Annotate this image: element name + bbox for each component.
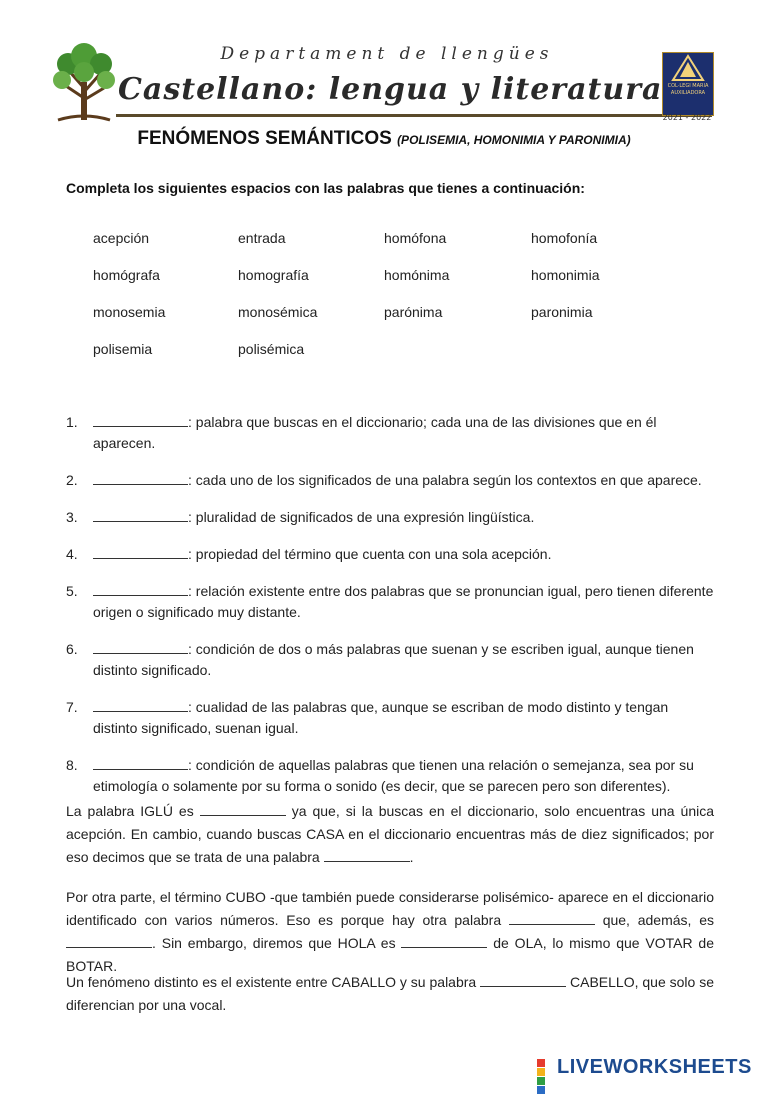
paragraph-text: Un fenómeno distinto es el existente entre CABALLO y su palabra xyxy=(66,974,477,990)
paragraph-text: . xyxy=(409,849,414,865)
paragraph-text: Por otra parte, el término CUBO -que también puede considerarse polisémico- aparece en el diccionario identificado con varios números. Eso es porque hay otra palabra xyxy=(66,889,714,928)
liveworksheets-icon xyxy=(537,1059,554,1076)
paragraph-iglu xyxy=(66,800,714,869)
icon-square xyxy=(537,1059,545,1067)
school-years: 2021 - 2022 xyxy=(662,113,712,122)
definition-text: : palabra que buscas en el diccionario; cada una de las divisiones que en él aparecen. xyxy=(93,414,657,451)
answer-blank[interactable] xyxy=(93,583,188,596)
definition-text: : pluralidad de significados de una expresión lingüística. xyxy=(188,509,535,525)
definition-list xyxy=(66,412,716,813)
answer-blank[interactable] xyxy=(93,472,188,485)
definition-text: : relación existente entre dos palabras que se pronuncian igual, pero tienen diferente origen o significado muy distante. xyxy=(93,583,714,620)
definition-item xyxy=(66,412,716,454)
definition-text: : condición de aquellas palabras que tienen una relación o semejanza, sea por su etimología o solamente por su forma o sonido (es decir, que se parecen pero son diferentes). xyxy=(93,757,694,794)
icon-square xyxy=(537,1068,545,1076)
word-bank-item: monosémica xyxy=(238,304,318,320)
paragraph-text: . Sin embargo, diremos que HOLA es xyxy=(152,935,396,951)
definition-item xyxy=(66,507,716,528)
definition-text: : cada uno de los significados de una palabra según los contextos en que aparece. xyxy=(188,472,702,488)
definition-text: : condición de dos o más palabras que suenan y se escriben igual, aunque tienen distinto significado. xyxy=(93,641,694,678)
item-number: 5. xyxy=(66,583,78,599)
word-bank-item: homofonía xyxy=(531,230,598,246)
icon-square xyxy=(537,1086,545,1094)
answer-blank[interactable] xyxy=(200,803,286,816)
definition-item xyxy=(66,581,716,623)
definition-item xyxy=(66,697,716,739)
word-bank-item: homografía xyxy=(238,267,309,283)
item-number: 4. xyxy=(66,546,78,562)
paragraph-text: La palabra IGLÚ es xyxy=(66,803,194,819)
paragraph-cubo xyxy=(66,886,714,978)
word-bank-item: homonimia xyxy=(531,267,600,283)
answer-blank[interactable] xyxy=(93,414,188,427)
tree-logo-icon xyxy=(48,42,120,124)
word-bank-item: paronimia xyxy=(531,304,593,320)
paragraph-text: CABELLO, que solo se diferencian por una vocal. xyxy=(66,974,715,1013)
definition-text: : cualidad de las palabras que, aunque se escriban de modo distinto y tengan distinto significado, suenan igual. xyxy=(93,699,669,736)
header-divider xyxy=(116,114,712,117)
paragraph-text: que, además, es xyxy=(602,912,715,928)
liveworksheets-wordmark: LIVEWORKSHEETS xyxy=(557,1056,752,1078)
answer-blank[interactable] xyxy=(324,849,410,862)
answer-blank[interactable] xyxy=(93,757,188,770)
paragraph-text: ya que, si la buscas en el diccionario, solo encuentras una única acepción. En cambio, cuando buscas CASA en el diccionario encuentras más de diez significados; por eso decimos que se trata de una palabra xyxy=(66,803,715,865)
answer-blank[interactable] xyxy=(93,699,188,712)
paragraph-text: de OLA, lo mismo que VOTAR de BOTAR. xyxy=(66,935,714,974)
word-bank-item: parónima xyxy=(384,304,443,320)
school-logo xyxy=(662,52,714,116)
word-bank-item: homófona xyxy=(384,230,447,246)
item-number: 8. xyxy=(66,757,78,773)
worksheet-title-main: FENÓMENOS SEMÁNTICOS xyxy=(137,128,392,149)
icon-square xyxy=(537,1077,545,1085)
worksheet-title-sub: (POLISEMIA, HOMONIMIA Y PARONIMIA) xyxy=(397,133,631,147)
word-bank-item: acepción xyxy=(93,230,150,246)
department-name: Departament de llengües xyxy=(220,44,554,64)
answer-blank[interactable] xyxy=(66,935,152,948)
liveworksheets-brand[interactable] xyxy=(537,1056,752,1079)
definition-text: : propiedad del término que cuenta con una sola acepción. xyxy=(188,546,552,562)
word-bank-item: polisemia xyxy=(93,341,153,357)
worksheet-header xyxy=(0,0,768,160)
school-logo-caption: COL·LEGI MARIA AUXILIADORA xyxy=(667,83,709,96)
definition-item xyxy=(66,755,716,797)
definition-item xyxy=(66,470,716,491)
course-title: Castellano: lengua y literatura xyxy=(118,72,663,107)
item-number: 6. xyxy=(66,641,78,657)
word-bank-item: homónima xyxy=(384,267,450,283)
item-number: 3. xyxy=(66,509,78,525)
answer-blank[interactable] xyxy=(93,546,188,559)
item-number: 7. xyxy=(66,699,78,715)
definition-item xyxy=(66,639,716,681)
school-crest-icon xyxy=(663,53,713,83)
definition-item xyxy=(66,544,716,565)
word-bank-item: monosemia xyxy=(93,304,166,320)
answer-blank[interactable] xyxy=(509,912,595,925)
instructions: Completa los siguientes espacios con las palabras que tienes a continuación: xyxy=(66,180,585,196)
word-bank-item: entrada xyxy=(238,230,286,246)
worksheet-title xyxy=(0,128,768,150)
word-bank-item: polisémica xyxy=(238,341,305,357)
paragraph-caballo xyxy=(66,971,714,1017)
answer-blank[interactable] xyxy=(480,974,566,987)
answer-blank[interactable] xyxy=(93,509,188,522)
answer-blank[interactable] xyxy=(401,935,487,948)
item-number: 1. xyxy=(66,414,78,430)
answer-blank[interactable] xyxy=(93,641,188,654)
item-number: 2. xyxy=(66,472,78,488)
word-bank-item: homógrafa xyxy=(93,267,160,283)
